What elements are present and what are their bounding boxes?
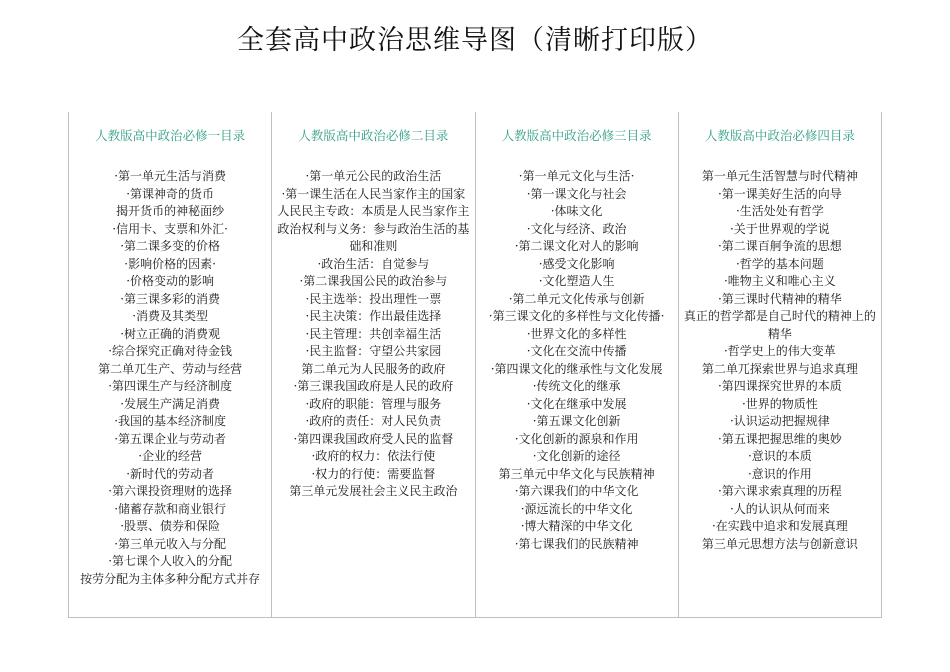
column-heading: 人教版高中政治必修二目录 (298, 128, 449, 143)
outline-table (68, 112, 882, 618)
outline-entry: ·关于世界观的学说 (729, 221, 830, 236)
outline-entry: ·价格变动的影响 (126, 274, 215, 288)
outline-entry: ·第一单元公民的政治生活 (305, 169, 442, 183)
outline-entry: 第二单兀生产、劳动与经营 (98, 361, 243, 376)
outline-entry: 第二单兀探索世界与追求真理 (701, 361, 858, 376)
outline-entry: ·第二单元文化传承与创新 (508, 291, 645, 306)
outline-entry: 第二单元为人民服务的政府 (301, 361, 446, 376)
outline-entry: 人民民主专政：本质是人民当家作主 (277, 204, 470, 218)
outline-entry: ·第课神奇的货币 (126, 186, 215, 201)
outline-entry: ·第一单元文化与生活· (518, 169, 635, 183)
outline-entry: ·第三课文化的多样性与文化传播· (488, 309, 665, 323)
column-heading: 人教版高中政治必修四目录 (704, 128, 855, 143)
outline-entry: ·哲学史上的伟大变革 (723, 344, 836, 358)
outline-entry: 真正的哲学都是自己时代的精神上的精华 (683, 309, 876, 341)
entry-list (480, 168, 674, 553)
outline-entry: ·消费及其类型 (132, 309, 209, 323)
outline-entry: ·影响价格的因素· (124, 256, 216, 271)
column-compulsory-4 (679, 112, 881, 617)
entry-list (683, 168, 877, 553)
outline-entry: ·世界的物质性 (741, 396, 818, 411)
outline-entry: ·意识的作用 (747, 466, 812, 481)
outline-entry: ·博大精深的中华文化 (520, 519, 633, 533)
outline-entry: ·体味文化 (550, 204, 603, 218)
outline-entry: ·信用卡、支票和外汇· (112, 221, 228, 236)
outline-entry: ·我国的基本经济制度 (114, 414, 227, 428)
column-compulsory-2 (272, 112, 475, 617)
outline-entry: ·第三课多彩的消费 (120, 291, 221, 306)
outline-entry: ·第三单元收入与分配 (114, 536, 227, 551)
outline-entry: ·在实践中追求和发展真理 (711, 519, 848, 533)
outline-entry: ·权力的行使：需要监督 (311, 466, 436, 481)
outline-entry: ·第一课文化与社会 (526, 186, 627, 201)
outline-entry: ·文化在继承中发展 (526, 396, 627, 411)
outline-entry: ·第二课多变的价格 (120, 239, 221, 253)
outline-entry: ·文化塑造人生 (538, 274, 615, 288)
outline-entry: ·源远流长的中华文化 (520, 501, 633, 516)
column-compulsory-1 (69, 112, 272, 617)
column-compulsory-3 (476, 112, 679, 617)
outline-entry: ·新时代的劳动者 (126, 466, 215, 481)
outline-entry: 政治权利与义务：参与政治生活的基础和准则 (277, 221, 470, 253)
outline-entry: ·认识运动把握规律 (729, 414, 830, 428)
outline-entry: ·企业的经营 (138, 449, 203, 463)
column-heading: 人教版高中政治必修三目录 (501, 128, 652, 143)
column-heading: 人教版高中政治必修一目录 (95, 128, 246, 143)
entry-list (73, 168, 267, 588)
outline-entry: ·文化创新的途径 (532, 449, 621, 463)
outline-entry: ·文化在交流中传播 (526, 344, 627, 358)
outline-entry: ·综合探究正确对待金钱 (108, 344, 233, 358)
outline-entry: ·文化与经济、政治 (526, 221, 627, 236)
page-title: 全套高中政治思维导图（清晰打印版） (237, 25, 713, 56)
outline-entry: ·哲学的基本问题 (735, 256, 824, 271)
outline-entry: ·第六课投资理财的选择 (108, 484, 233, 498)
outline-entry: ·第一单元生活与消费 (114, 169, 227, 183)
outline-entry: 第三单元思想方法与创新意识 (701, 536, 858, 551)
outline-entry: 揭开货币的神秘面纱 (116, 204, 225, 218)
outline-entry: ·民主管理：共创幸福生活 (305, 326, 442, 341)
outline-entry: ·发展生产满足消费 (120, 396, 221, 411)
outline-entry: ·意识的本质 (747, 449, 812, 463)
outline-entry: ·唯物主义和唯心主义 (723, 274, 836, 288)
outline-entry: ·第二课百舸争流的思想 (717, 239, 842, 253)
outline-entry: 按劳分配为主体多种分配方式并存 (80, 571, 261, 586)
outline-entry: ·第二课我国公民的政治参与 (299, 274, 448, 288)
outline-entry: ·第三课时代精神的精华 (717, 291, 842, 306)
outline-entry: ·第一课生活在人民当家作主的国家 (281, 186, 466, 201)
outline-entry: ·第二课文化对人的影响 (514, 239, 639, 253)
outline-entry: ·世界文化的多样性 (526, 326, 627, 341)
outline-entry: ·文化创新的源泉和作用 (514, 431, 639, 446)
outline-entry: ·传统文化的继承 (532, 379, 621, 393)
outline-entry: ·储蓄存款和商业银行 (114, 501, 227, 516)
outline-entry: ·第五课把握思维的奥妙 (717, 431, 842, 446)
outline-entry: ·第七课个人收入的分配 (108, 554, 233, 568)
outline-entry: ·政治生活：自觉参与 (317, 256, 430, 271)
outline-entry: ·第四课生产与经济制度 (108, 379, 233, 393)
outline-entry: ·第四课我国政府受人民的监督 (293, 431, 454, 446)
outline-entry: ·第三课我国政府是人民的政府 (293, 379, 454, 393)
outline-entry: ·第五课企业与劳动者 (114, 431, 227, 446)
outline-entry: ·树立正确的消费观 (120, 326, 221, 341)
outline-entry: ·第四课探究世界的本质 (717, 379, 842, 393)
outline-entry: ·政府的责任：对人民负责 (305, 414, 442, 428)
outline-entry: 第三单元中华文化与民族精神 (498, 466, 655, 481)
entry-list (276, 168, 470, 501)
outline-entry: ·民主决策：作出最佳选择 (305, 309, 442, 323)
outline-entry: ·第七课我们的民族精神 (514, 536, 639, 551)
outline-entry: ·第一课美好生活的向导 (717, 186, 842, 201)
outline-entry: ·政府的权力：依法行使 (311, 449, 436, 463)
outline-entry: ·股票、债券和保险 (120, 519, 221, 533)
outline-entry: ·第六课求索真理的历程 (717, 484, 842, 498)
outline-entry: ·政府的职能：管理与服务 (305, 396, 442, 411)
outline-entry: ·第六课我们的中华文化 (514, 484, 639, 498)
outline-entry: ·生活处处有哲学 (735, 204, 824, 218)
outline-entry: 第三单元发展社会主义民主政治 (289, 484, 458, 498)
outline-entry: ·民主选举：投出理性一票 (305, 291, 442, 306)
outline-entry: ·第五课文化创新 (532, 414, 621, 428)
outline-entry: ·感受文化影响 (538, 256, 615, 271)
outline-entry: ·第四课文化的继承性与文化发展 (490, 361, 663, 376)
outline-entry: ·民主监督：守望公共家园 (305, 344, 442, 358)
outline-entry: ·人的认识从何而来 (729, 501, 830, 516)
outline-entry: 第一单元生活智慧与时代精神 (701, 169, 858, 183)
